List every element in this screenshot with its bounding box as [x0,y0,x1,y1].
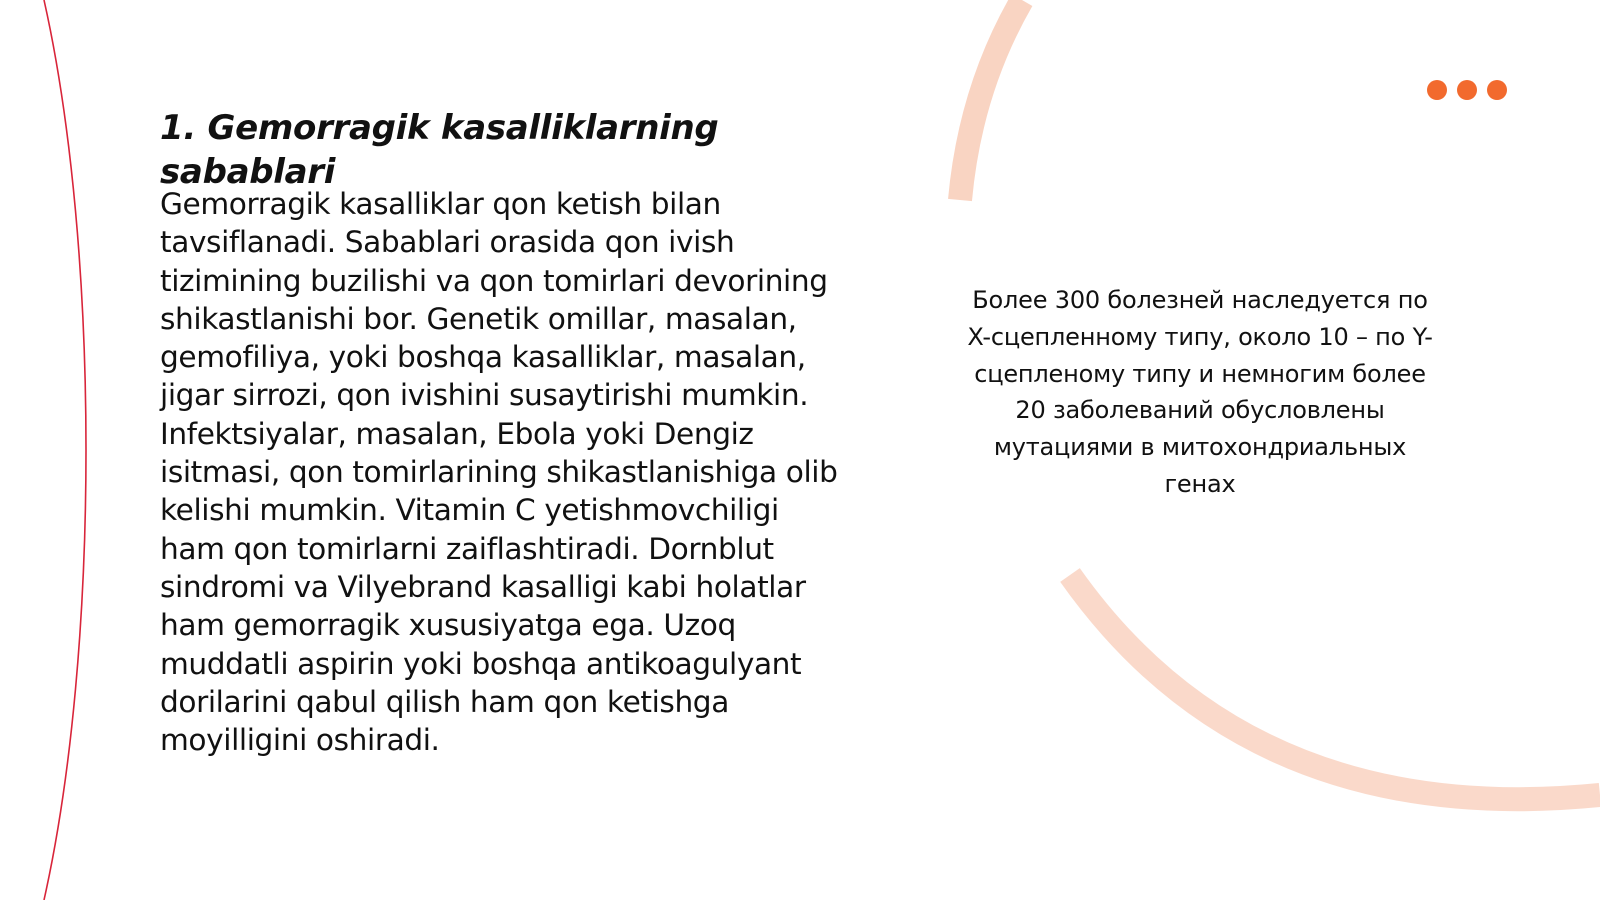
body-paragraph: Gemorragik kasalliklar qon ketish bilan tavsiflanadi. Sabablari orasida qon ivish tizimining buzilishi va qon tomirlari devorining shikastlanishi bor. Genetik omillar, masalan, gemofiliya, yoki boshqa kasalliklar, masalan, jigar sirrozi, qon ivishini susaytirishi mumkin. Infektsiyalar, masalan, Ebola yoki Dengiz isitmasi, qon tomirlarining shikastlanishiga olib kelishi mumkin. Vitamin C yetishmovchiligi ham qon tomirlarni zaiflashtiradi. Dornblut sindromi va Vilyebrand kasalligi kabi holatlar ham gemorragik xususiyatga ega. Uzoq muddatli aspirin yoki boshqa antikoagulyant dorilarini qabul qilish ham qon ketishga moyilligini oshiradi. [160,187,838,758]
dot-3 [1487,80,1507,100]
dot-1 [1427,80,1447,100]
three-dots-icon [1427,80,1507,100]
arc-upper [960,0,1022,200]
side-note: Более 300 болезней наследуется по X-сцепленному типу, около 10 – по Y-сцепленому типу и немногим более 20 заболеваний обусловлены мутациями в митохондриальных генах [967,286,1433,498]
dot-2 [1457,80,1477,100]
left-curve-line [44,0,86,900]
slide-title: 1. Gemorragik kasalliklarning sabablari [160,108,719,192]
arc-lower [1070,575,1600,799]
